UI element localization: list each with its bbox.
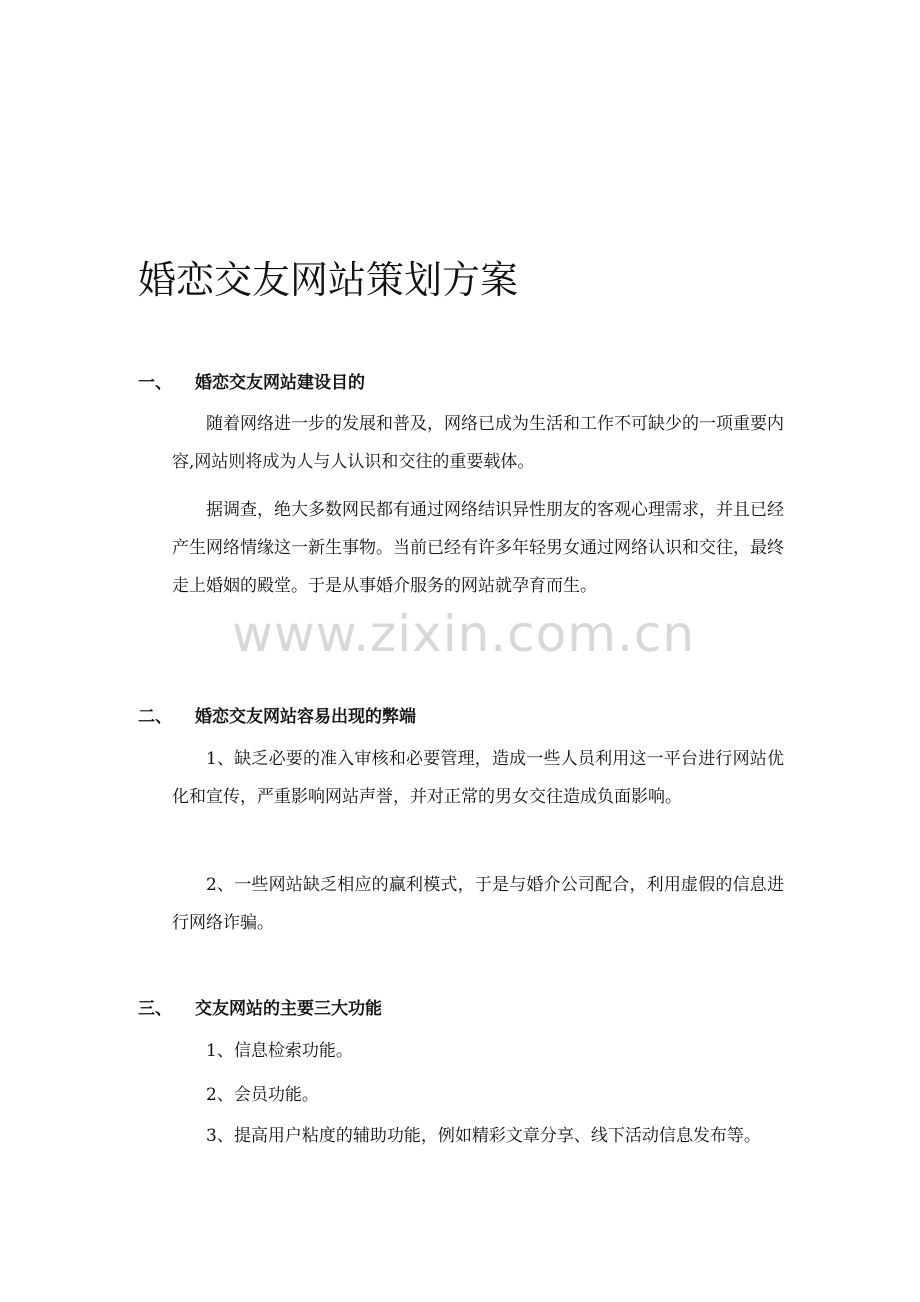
paragraph: 随着网络进一步的发展和普及，网络已成为生活和工作不可缺少的一项重要内容,网站则将成为人与人认识和交往的重要载体。 [172, 414, 784, 472]
section-title: 婚恋交友网站建设目的 [195, 373, 365, 393]
paragraph: 2、一些网站缺乏相应的赢利模式，于是与婚介公司配合，利用虚假的信息进行网络诈骗。 [172, 875, 784, 933]
section-heading-3 [138, 995, 382, 1023]
section-number: 一、 [138, 373, 172, 393]
section-heading-1 [138, 369, 365, 397]
document-title: 婚恋交友网站策划方案 [138, 258, 519, 302]
paragraph: 2、会员功能。 [206, 1085, 319, 1105]
watermark: www.zixin.com.cn [232, 605, 696, 663]
section-number: 三、 [138, 999, 172, 1019]
section-title: 交友网站的主要三大功能 [195, 999, 382, 1019]
paragraph: 3、提高用户粘度的辅助功能，例如精彩文章分享、线下活动信息发布等。 [206, 1126, 761, 1146]
paragraph: 1、信息检索功能。 [206, 1041, 353, 1061]
section-title: 婚恋交友网站容易出现的弊端 [195, 707, 416, 727]
paragraph: 1、缺乏必要的准入审核和必要管理，造成一些人员利用这一平台进行网站优化和宣传，严重影响网站声誉，并对正常的男女交往造成负面影响。 [172, 749, 784, 807]
paragraph: 据调查，绝大多数网民都有通过网络结识异性朋友的客观心理需求，并且已经产生网络情缘这一新生事物。当前已经有许多年轻男女通过网络认识和交往，最终走上婚姻的殿堂。于是从事婚介服务的网站就孕育而生。 [172, 500, 784, 596]
section-number: 二、 [138, 707, 172, 727]
section-heading-2 [138, 703, 416, 731]
